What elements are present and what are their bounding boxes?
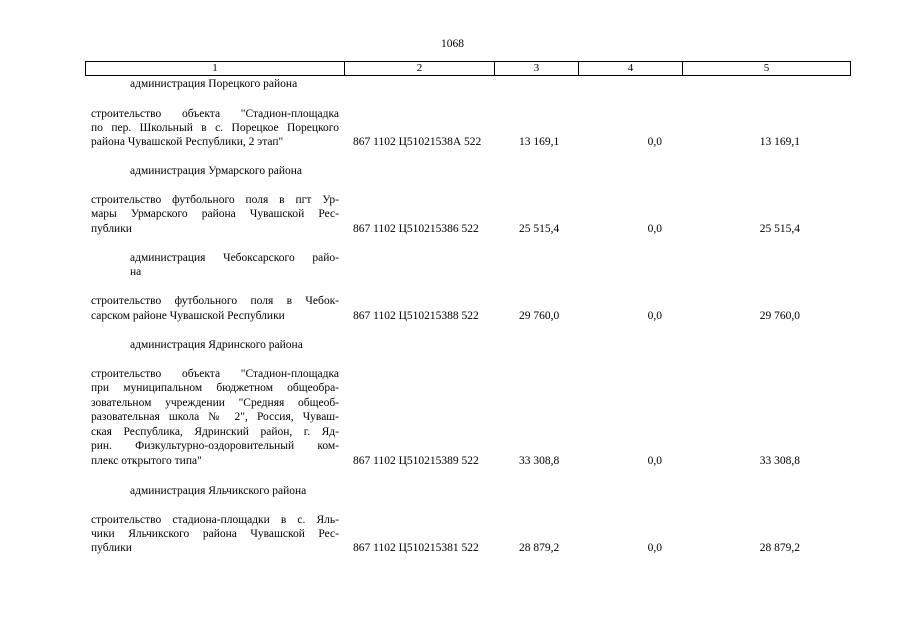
value-column-4: 0,0 [647, 136, 662, 148]
value-column-5: 25 515,4 [759, 223, 800, 235]
description-line: сарском районе Чувашской Республики [91, 310, 285, 322]
column-header-5: 5 [683, 62, 851, 76]
admin-heading: на [130, 266, 142, 278]
value-column-3: 33 308,8 [519, 455, 560, 467]
admin-heading: администрация Чебоксарского райо- [130, 252, 339, 264]
column-header-2: 2 [345, 62, 495, 76]
column-header-1: 1 [86, 62, 345, 76]
description-line: разовательная школа № 2", Россия, Чуваш- [91, 411, 339, 423]
budget-code: 867 1102 Ц510215389 522 [353, 455, 479, 467]
value-column-3: 13 169,1 [519, 136, 560, 148]
value-column-3: 29 760,0 [519, 310, 560, 322]
value-column-3: 25 515,4 [519, 223, 560, 235]
description-line: рин. Физкультурно-оздоровительный ком- [91, 440, 339, 452]
column-header-4: 4 [579, 62, 683, 76]
budget-code: 867 1102 Ц510215388 522 [353, 310, 479, 322]
description-line: строительство объекта "Стадион-площадка [91, 108, 339, 120]
value-column-3: 28 879,2 [519, 542, 560, 554]
description-line: при муниципальном бюджетном общеобра- [91, 382, 339, 394]
admin-heading: администрация Порецкого района [130, 78, 298, 90]
admin-heading: администрация Ядринского района [130, 339, 303, 351]
description-line: строительство футбольного поля в Чебок- [91, 295, 339, 307]
description-line: чики Яльчикского района Чувашской Рес- [91, 528, 339, 540]
description-line: строительство стадиона-площадки в с. Яль- [91, 514, 339, 526]
value-column-5: 13 169,1 [759, 136, 800, 148]
value-column-4: 0,0 [647, 223, 662, 235]
value-column-5: 28 879,2 [759, 542, 800, 554]
value-column-4: 0,0 [647, 542, 662, 554]
description-line: района Чувашской Республики, 2 этап" [91, 136, 284, 148]
admin-heading: администрация Яльчикского района [130, 485, 307, 497]
budget-code: 867 1102 Ц510215386 522 [353, 223, 479, 235]
description-line: плекс открытого типа" [91, 455, 202, 467]
budget-code: 867 1102 Ц51021538А 522 [353, 136, 482, 148]
admin-heading: администрация Урмарского района [130, 165, 302, 177]
description-line: публики [91, 223, 132, 235]
description-line: мары Урмарского района Чувашской Рес- [91, 208, 339, 220]
value-column-4: 0,0 [647, 455, 662, 467]
description-line: зовательном учреждении "Средняя общеоб- [91, 397, 339, 409]
description-line: строительство футбольного поля в пгт Ур- [91, 194, 339, 206]
page-number: 1068 [441, 38, 464, 50]
value-column-5: 33 308,8 [759, 455, 800, 467]
description-line: строительство объекта "Стадион-площадка [91, 368, 339, 380]
description-line: ская Республика, Ядринский район, г. Яд- [91, 426, 339, 438]
description-line: публики [91, 542, 132, 554]
value-column-5: 29 760,0 [759, 310, 800, 322]
value-column-4: 0,0 [647, 310, 662, 322]
column-header-3: 3 [495, 62, 579, 76]
budget-code: 867 1102 Ц510215381 522 [353, 542, 479, 554]
description-line: по пер. Школьный в с. Порецкое Порецкого [91, 122, 339, 134]
